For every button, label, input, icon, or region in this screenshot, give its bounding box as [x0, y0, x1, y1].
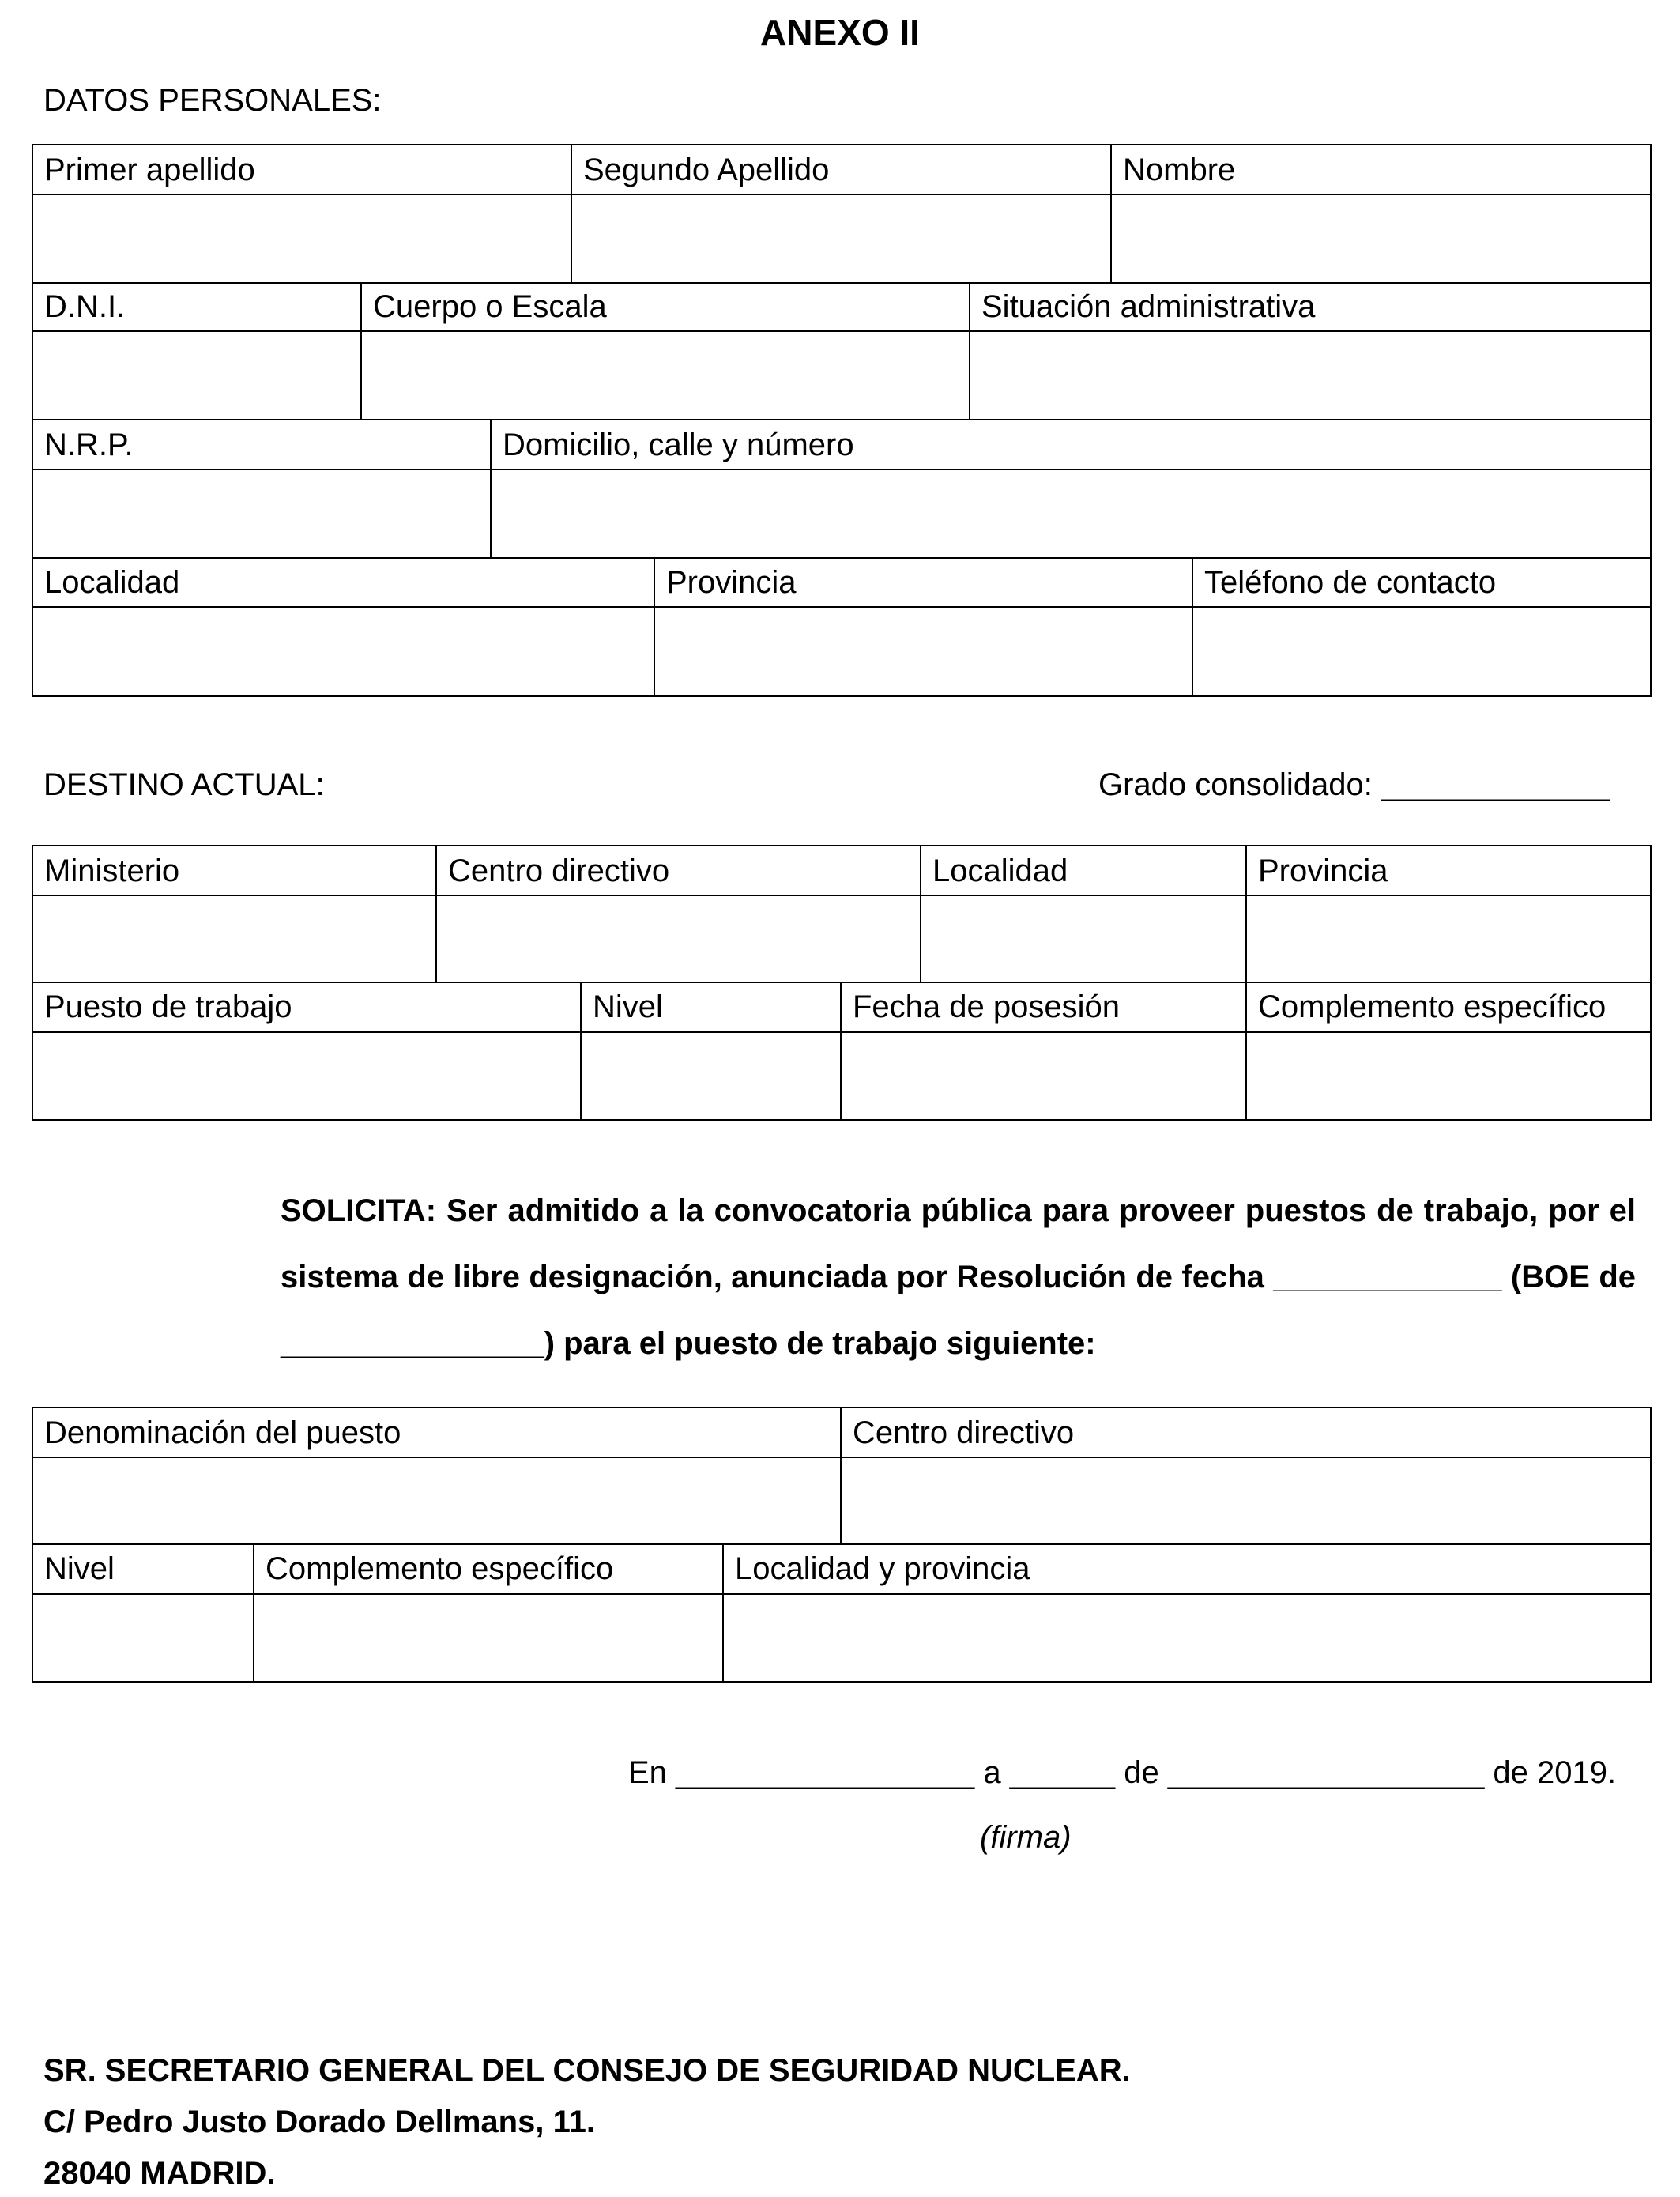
- signature-date-line: En _________________ a ______ de __________________ de 2019.: [628, 1755, 1617, 1790]
- solicita-line-2: sistema de libre designación, anunciada por Resolución de fecha _____________ (BOE de: [281, 1260, 1636, 1294]
- label-nrp: N.R.P.: [44, 428, 134, 462]
- label-denominacion-puesto: Denominación del puesto: [44, 1415, 401, 1450]
- divider: [32, 282, 1652, 284]
- input-situacion-administrativa[interactable]: [970, 332, 1650, 419]
- grado-consolidado: Grado consolidado: _____________: [1098, 767, 1610, 802]
- input-denominacion-puesto[interactable]: [33, 1458, 840, 1543]
- label-fecha-posesion: Fecha de posesión: [853, 989, 1121, 1024]
- label-destino-provincia: Provincia: [1258, 854, 1388, 888]
- input-centro-directivo[interactable]: [437, 896, 920, 982]
- recipient-city: 28040 MADRID.: [43, 2156, 276, 2191]
- input-localidad-provincia[interactable]: [724, 1595, 1650, 1681]
- destino-heading: DESTINO ACTUAL:: [43, 767, 325, 802]
- label-telefono: Teléfono de contacto: [1204, 565, 1497, 600]
- input-destino-localidad[interactable]: [921, 896, 1245, 982]
- label-ministerio: Ministerio: [44, 854, 180, 888]
- input-fecha-posesion[interactable]: [842, 1033, 1245, 1119]
- label-complemento-especifico: Complemento específico: [1258, 989, 1607, 1024]
- label-centro-directivo: Centro directivo: [448, 854, 670, 888]
- label-provincia: Provincia: [666, 565, 797, 600]
- input-nrp[interactable]: [33, 470, 490, 557]
- input-localidad[interactable]: [33, 608, 654, 695]
- label-domicilio: Domicilio, calle y número: [503, 428, 854, 462]
- solicita-line-3: _______________) para el puesto de trabajo siguiente:: [281, 1326, 1096, 1361]
- recipient-name: SR. SECRETARIO GENERAL DEL CONSEJO DE SEGURIDAD NUCLEAR.: [43, 2053, 1131, 2088]
- input-provincia[interactable]: [655, 608, 1192, 695]
- input-puesto-centro-directivo[interactable]: [842, 1458, 1650, 1543]
- label-destino-localidad: Localidad: [932, 854, 1068, 888]
- input-puesto-nivel[interactable]: [33, 1595, 253, 1681]
- label-puesto-trabajo: Puesto de trabajo: [44, 989, 292, 1024]
- label-situacion-administrativa: Situación administrativa: [981, 289, 1316, 324]
- input-nivel[interactable]: [582, 1033, 840, 1119]
- label-nombre: Nombre: [1123, 153, 1236, 187]
- label-puesto-centro-directivo: Centro directivo: [853, 1415, 1075, 1450]
- label-primer-apellido: Primer apellido: [44, 153, 255, 187]
- input-dni[interactable]: [33, 332, 360, 419]
- label-dni: D.N.I.: [44, 289, 126, 324]
- personal-data-heading: DATOS PERSONALES:: [43, 83, 382, 118]
- input-complemento-especifico[interactable]: [1247, 1033, 1650, 1119]
- label-localidad: Localidad: [44, 565, 180, 600]
- input-segundo-apellido[interactable]: [572, 195, 1110, 282]
- input-destino-provincia[interactable]: [1247, 896, 1650, 982]
- solicita-line-1: SOLICITA: Ser admitido a la convocatoria pública para proveer puestos de trabajo, por el: [281, 1193, 1636, 1228]
- recipient-address: C/ Pedro Justo Dorado Dellmans, 11.: [43, 2105, 595, 2139]
- input-puesto-trabajo[interactable]: [33, 1033, 580, 1119]
- label-nivel: Nivel: [593, 989, 663, 1024]
- input-ministerio[interactable]: [33, 896, 435, 982]
- input-domicilio[interactable]: [492, 470, 1650, 557]
- input-nombre[interactable]: [1112, 195, 1650, 282]
- input-puesto-complemento[interactable]: [254, 1595, 722, 1681]
- firma-label: (firma): [980, 1820, 1072, 1855]
- input-primer-apellido[interactable]: [33, 195, 571, 282]
- label-puesto-complemento: Complemento específico: [266, 1551, 614, 1586]
- input-telefono[interactable]: [1193, 608, 1650, 695]
- page-title: ANEXO II: [760, 12, 920, 53]
- label-localidad-provincia: Localidad y provincia: [735, 1551, 1030, 1586]
- input-cuerpo-escala[interactable]: [362, 332, 969, 419]
- label-cuerpo-escala: Cuerpo o Escala: [373, 289, 607, 324]
- label-segundo-apellido: Segundo Apellido: [583, 153, 830, 187]
- label-puesto-nivel: Nivel: [44, 1551, 115, 1586]
